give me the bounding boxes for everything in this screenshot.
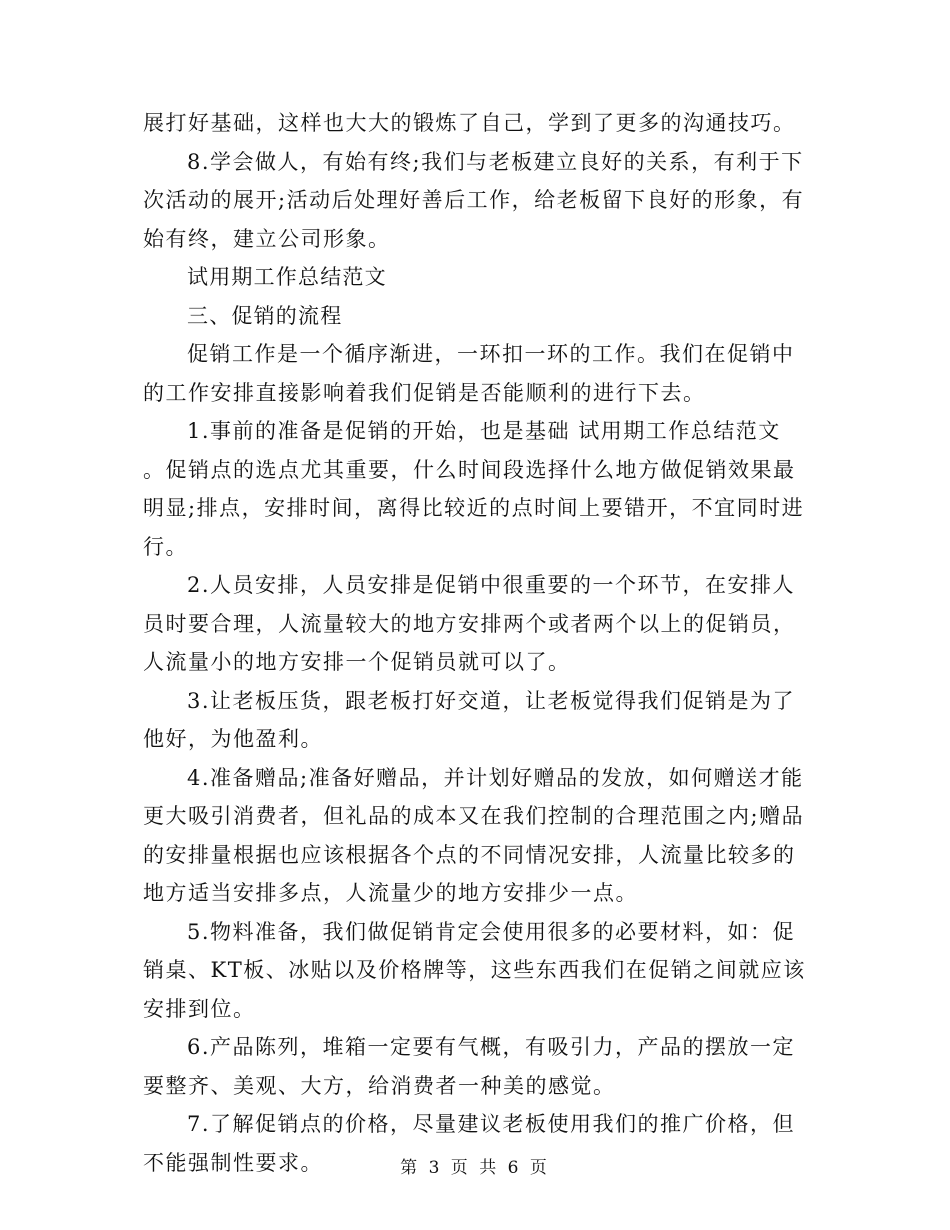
paragraph-item-7: 7.了解促销点的价格，尽量建议老板使用我们的推广价格，但不能强制性要求。: [143, 1112, 796, 1175]
paragraph-intro: 促销工作是一个循序渐进，一环扣一环的工作。我们在促销中的工作安排直接影响着我们促销是否能顺利的进行下去。: [143, 342, 795, 405]
paragraph-item-5: 5.物料准备，我们做促销肯定会使用很多的必要材料，如：促销桌、KT板、冰贴以及价格牌等，这些东西我们在促销之间就应该安排到位。: [143, 919, 806, 1021]
paragraph-item-8: 8.学会做人，有始有终;我们与老板建立良好的关系，有利于下次活动的展开;活动后处理好善后工作，给老板留下良好的形象，有始有终，建立公司形象。: [143, 149, 805, 251]
paragraph-item-1: 1.事前的准备是促销的开始，也是基础 试用期工作总结范文 。促销点的选点尤其重要，什么时间段选择什么地方做促销效果最明显;排点，安排时间，离得比较近的点时间上要错开，不宜同时进行。: [143, 419, 805, 559]
paragraph-item-6: 6.产品陈列，堆箱一定要有气概，有吸引力，产品的摆放一定要整齐、美观、大方，给消费者一种美的感觉。: [143, 1035, 796, 1098]
paragraph-continuation: 展打好基础，这样也大大的锻炼了自己，学到了更多的沟通技巧。: [143, 111, 796, 135]
paragraph-item-3: 3.让老板压货，跟老板打好交道，让老板觉得我们促销是为了他好，为他盈利。: [143, 688, 796, 751]
document-body: [143, 104, 808, 1182]
page-number-footer: 第 3 页 共 6 页: [400, 1158, 550, 1178]
section-heading-promotion-process: 三、促销的流程: [187, 303, 343, 328]
section-label-title: 试用期工作总结范文: [187, 265, 387, 289]
paragraph-item-2: 2.人员安排，人员安排是促销中很重要的一个环节，在安排人员时要合理，人流量较大的地方安排两个或者两个以上的促销员，人流量小的地方安排一个促销员就可以了。: [143, 573, 796, 674]
paragraph-item-4: 4.准备赠品;准备好赠品，并计划好赠品的发放，如何赠送才能更大吸引消费者，但礼品的成本又在我们控制的合理范围之内;赠品的安排量根据也应该根据各个点的不同情况安排，人流量比较多的地方适当安排多点，人流量少的地方安排少一点。: [143, 765, 805, 905]
